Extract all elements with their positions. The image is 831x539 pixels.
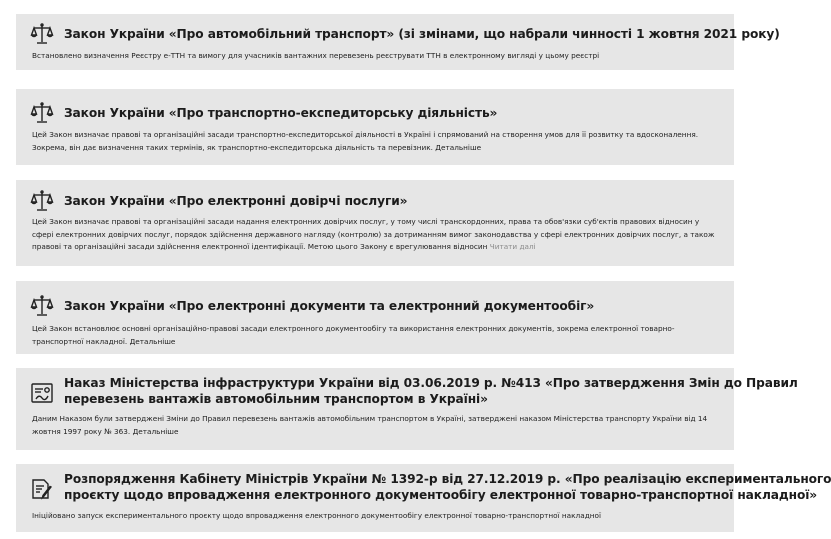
law-card-trust-services — [16, 180, 734, 266]
card-title[interactable]: Закон України «Про транспортно-експедиторську діяльність» — [64, 106, 498, 120]
card-description: Ініційовано запуск експериментального проєкту щодо впровадження електронного документообігу електронної товарно-транспортної накладної — [32, 511, 601, 520]
card-description: Цей Закон визначає правові та організаційні засади надання електронних довірчих послуг, у тому числі транскордонних, права та обов'язки суб'єктів правових відносин у сфері електронних довірчих послуг, порядок здійснення державного нагляду (контролю) за дотриманням вимог законодавства у сфері електронних довірчих послуг, а також правові та організаційні засади здійснення електронної ідентифікації. Метою цього Закону є врегулювання відносин Читати далі — [32, 217, 715, 252]
scales-icon — [30, 22, 54, 46]
order-card-cabinet-ministers — [16, 464, 831, 532]
document-seal-icon — [30, 381, 54, 405]
card-description: Даним Наказом були затверджені Зміни до Правил перевезень вантажів автомобільним транспортом в Україні, затверджені наказом Міністерства транспорту України від 14 жовтня 1997 року № 363. Детальніше — [32, 414, 708, 436]
law-card-road-transport — [16, 14, 780, 70]
scales-icon — [30, 101, 54, 125]
details-link[interactable]: Детальніше — [132, 426, 179, 436]
card-description: Цей Закон визначає правові та організаційні засади транспортно-експедиторської діяльності в Україні і спрямований на створення умов для її розвитку та вдосконалення. Зокрема, він дає визначення таких термінів, як транспортно-експедиторська діяльність та перевізник. Детальніше — [32, 130, 699, 152]
details-link[interactable]: Детальніше — [129, 336, 176, 346]
card-title[interactable]: Наказ Міністерства інфраструктури України від 03.06.2019 р. №413 «Про затвердження Змін до Правил перевезень вантажів автомобільним транспортом в Україні» — [64, 376, 798, 406]
card-title[interactable]: Закон України «Про автомобільний транспорт» (зі змінами, що набрали чинності 1 жовтня 2021 року) — [64, 27, 780, 41]
card-header — [30, 368, 798, 412]
card-header — [30, 464, 831, 508]
scales-icon — [30, 294, 54, 318]
card-header — [30, 14, 780, 50]
read-more-link[interactable]: Читати далі — [489, 242, 536, 252]
card-description: Встановлено визначення Реєстру е-ТТН та вимогу для учасників вантажних перевезень реєструвати ТТН в електронному вигляді у цьому реєстрі — [32, 51, 600, 60]
card-title[interactable]: Закон України «Про електронні документи та електронний документообіг» — [64, 299, 595, 313]
card-header — [30, 281, 718, 323]
order-card-ministry-infrastructure — [16, 368, 798, 450]
law-card-forwarding — [16, 89, 734, 165]
scales-icon — [30, 189, 54, 213]
document-pen-icon — [30, 477, 54, 501]
card-description: Цей Закон встановлює основні організаційно-правові засади електронного документообігу та використання електронних документів, зокрема електронної товарно-транспортної накладної. Детальніше — [32, 324, 675, 346]
card-title[interactable]: Закон України «Про електронні довірчі послуги» — [64, 194, 408, 208]
law-card-electronic-documents — [16, 281, 734, 354]
card-header — [30, 180, 718, 216]
details-link[interactable]: Детальніше — [435, 142, 482, 152]
card-title[interactable]: Розпорядження Кабінету Міністрів України № 1392-р від 27.12.2019 р. «Про реалізацію експериментального проєкту щодо впровадження електронного документообігу електронної товарно-транспортної накладної» — [64, 472, 831, 502]
card-header — [30, 89, 718, 129]
